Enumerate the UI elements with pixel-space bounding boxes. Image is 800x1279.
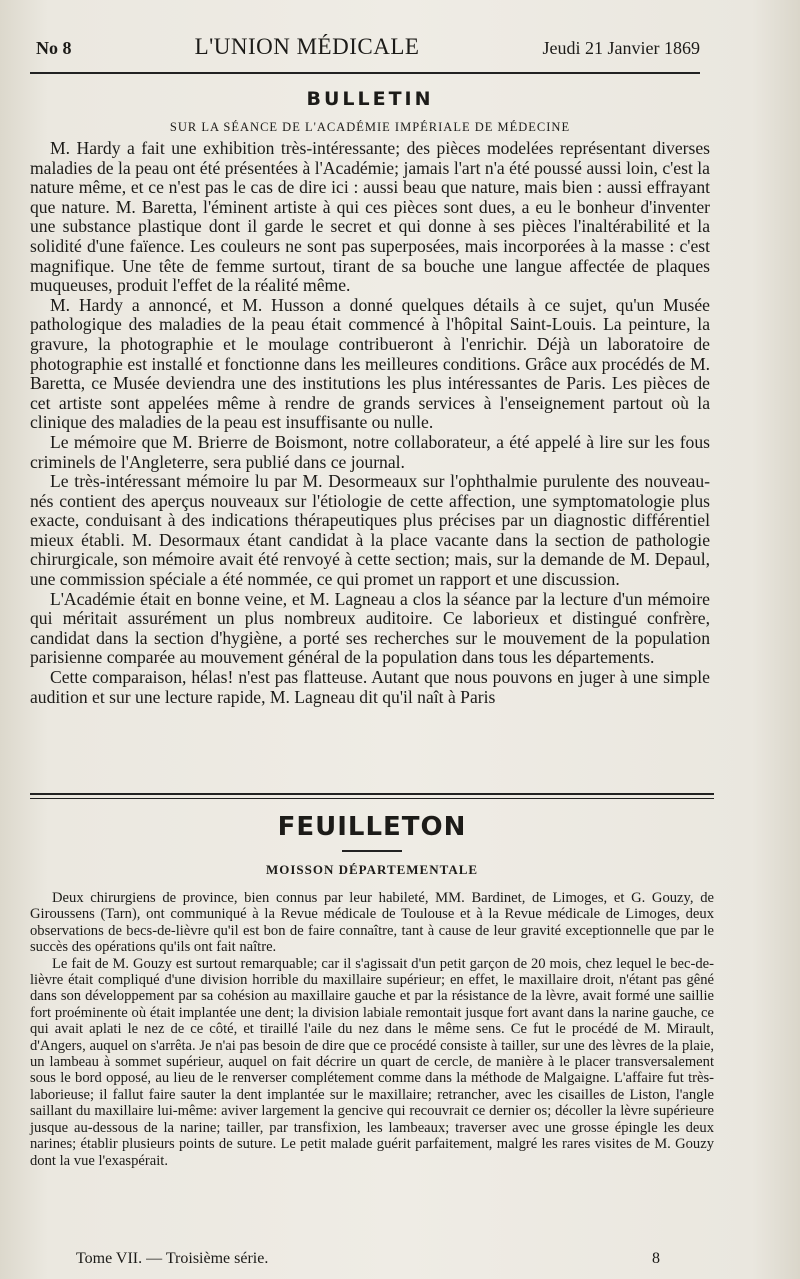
section-divider — [30, 793, 714, 795]
bulletin-paragraph: Le très-intéressant mémoire lu par M. Desormeaux sur l'ophthalmie purulente des nouveau-nés contient des aperçus nouveaux sur l'étiologie de cette affection, une symptomatologie plus exacte, conduisant à des indications thérapeutiques plus précises par un diagnostic différentiel mieux établi. M. Desormaux étant candidat à la place vacante dans la section de pathologie chirurgicale, son mémoire avait été renvoyé à cette section; mais, sur la demande de M. Depaul, une commission spéciale a été nommée, ce qui promet un rapport et une discussion. — [30, 471, 710, 590]
page-footer — [76, 1250, 660, 1268]
bulletin-title: BULLETIN — [306, 88, 434, 110]
feuilleton-paragraph: Deux chirurgiens de province, bien connus par leur habileté, MM. Bardinet, de Limoges, et G. Gouzy, de Giroussens (Tarn), ont communiqué à la Revue médicale de Toulouse et à la Revue médicale de Limoges, deux observations de becs-de-lièvre qu'il est bon de faire connaître, tant à cause de leur gravité exceptionnelle que par le succès des opérations qu'ils ont fait naître. — [30, 890, 714, 956]
feuilleton-title: FEUILLETON — [277, 812, 467, 842]
tome-label: Tome VII. — Troisième série. — [76, 1250, 269, 1267]
feuilleton-section — [30, 812, 714, 1169]
bulletin-body — [30, 139, 710, 707]
bulletin-section — [30, 88, 710, 707]
bulletin-paragraph: L'Académie était en bonne veine, et M. Lagneau a clos la séance par la lecture d'un mémoire qui méritait assurément un plus nombreux auditoire. Ce laborieux et distingué confrère, candidat dans la section d'hygiène, a porté ses recherches sur le mouvement de la population parisienne comparée au mouvement général de la population dans tous les départements. — [30, 588, 710, 668]
issue-date: Jeudi 21 Janvier 1869 — [542, 38, 700, 58]
page-number: 8 — [652, 1250, 660, 1267]
page-header — [36, 34, 700, 60]
bulletin-paragraph: M. Hardy a annoncé, et M. Husson a donné quelques détails à ce sujet, qu'un Musée pathologique des maladies de la peau était commencé à l'hôpital Saint-Louis. La peinture, la gravure, la photographie et le moulage contribueront à l'enrichir. Déjà un laboratoire de photographie est installé et fonctionne dans les meilleures conditions. Grâce aux procédés de M. Baretta, ce Musée deviendra une des institutions les plus intéressantes de Paris. Les pièces de cet artiste sont appelées même à rendre de grands services à l'enseignement partout où la clinique des maladies de la peau est insuffisante ou nulle. — [30, 294, 710, 433]
issue-number: No 8 — [36, 38, 72, 58]
feuilleton-paragraph: Le fait de M. Gouzy est surtout remarquable; car il s'agissait d'un petit garçon de 20 mois, chez lequel le bec-de-lièvre était compliqué d'une division horrible du maxillaire supérieur; en effet, le maxillaire droit, n'étant pas gêné dans son développement par sa cohésion au maxillaire gauche et par la résistance de la lèvre, avait formé une saillie fort proéminente où était implantée une dent; la division labiale remontait jusque fort avant dans la narine gauche, ce qui avait aplati le nez de ce côté, et tiraillé l'aile du nez dans le même sens. Ce fut le procédé de M. Mirault, d'Angers, auquel on s'arrêta. Je n'ai pas besoin de dire que ce procédé consiste à tailler, sur une des lèvres de la plaie, un lambeau à sommet supérieur, auquel on fait décrire un quart de cercle, de manière à le placer transversalement sous le bord opposé, au lieu de le renverser complétement comme dans la méthode de Malgaigne. L'affaire fut très-laborieuse; il fallut faire sauter la dent implantée sur le maxillaire; retrancher, avec les cisailles de Liston, l'angle saillant du maxillaire lui-même: aviver largement la gencive qui recouvrait ce dernier os; décoller la lèvre supérieure jusque au-dessous de la narine; tailler, par transfixion, les lambeaux; traverser avec une grosse épingle les deux narines; établir plusieurs points de suture. Le petit malade guérit parfaitement, malgré les rares visites de M. Gouzy dont la vue l'exaspérait. — [30, 955, 714, 1169]
header-rule — [30, 72, 700, 74]
bulletin-subtitle: SUR LA SÉANCE DE L'ACADÉMIE IMPÉRIALE DE MÉDECINE — [169, 120, 571, 134]
bulletin-paragraph: M. Hardy a fait une exhibition très-intéressante; des pièces modelées représentant diverses maladies de la peau ont été présentées à l'Académie; jamais l'art n'a été poussé aussi loin, c'est la nature même, et ce n'est pas le cas de dire ici : aussi beau que nature, mais bien : aussi effrayant que nature. M. Baretta, l'éminent artiste à qui ces pièces sont dues, a eu le bonheur d'inventer une substance plastique dont il garde le secret et qui donne à ses pièces l'inaltérabilité et la solidité d'une faïence. Les couleurs ne sont pas superposées, mais incorporées à la masse : c'est magnifique. Une tête de femme surtout, tirant de sa bouche une langue affectée de plaques muqueuses, produit l'effet de la réalité même. — [30, 138, 710, 296]
feuilleton-title-rule — [342, 850, 402, 852]
journal-title: L'UNION MÉDICALE — [194, 34, 420, 59]
bulletin-paragraph: Le mémoire que M. Brierre de Boismont, notre collaborateur, a été appelé à lire sur les fous criminels de l'Angleterre, sera publié dans ce journal. — [30, 431, 710, 472]
section-divider-thin — [30, 798, 714, 799]
feuilleton-body — [30, 890, 714, 1169]
feuilleton-subtitle: MOISSON DÉPARTEMENTALE — [265, 862, 479, 877]
bulletin-paragraph: Cette comparaison, hélas! n'est pas flatteuse. Autant que nous pouvons en juger à une simple audition et sur une lecture rapide, M. Lagneau dit qu'il naît à Paris — [30, 667, 710, 707]
